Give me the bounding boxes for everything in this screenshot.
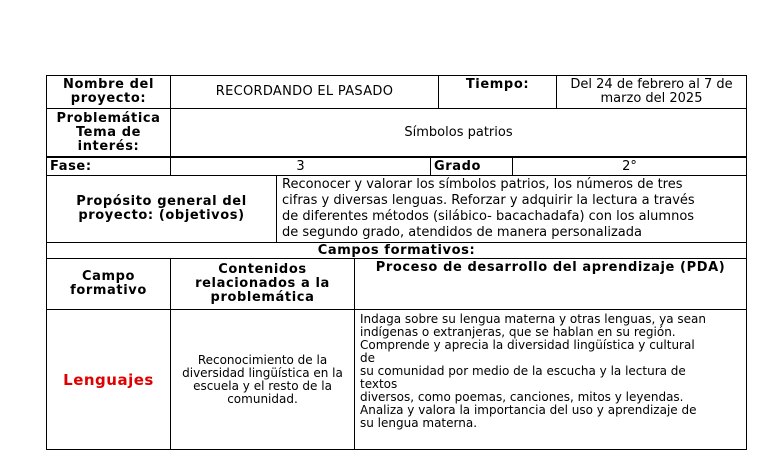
pda-column-header: Proceso de desarrollo del aprendizaje (PDA)	[355, 259, 747, 310]
project-name-value: RECORDANDO EL PASADO	[171, 76, 439, 109]
purpose-row	[47, 176, 747, 243]
pda-text	[355, 310, 747, 450]
purpose-line: de diferentes métodos (silábico- bacachadafa) con los alumnos	[282, 209, 695, 224]
purpose-table	[46, 175, 747, 259]
pda-line: Comprende y aprecia la diversidad lingüística y cultural	[360, 338, 695, 352]
phase-table	[46, 157, 747, 176]
pda-line: Indaga sobre su lengua materna y otras lenguas, ya sean	[360, 312, 706, 326]
campos-table	[46, 258, 747, 450]
phase-value: 3	[171, 158, 431, 176]
pda-line: de	[360, 351, 375, 365]
problem-value: Símbolos patrios	[171, 109, 747, 157]
purpose-line: Reconocer y valorar los símbolos patrios, los números de tres	[282, 177, 683, 192]
phase-row	[47, 158, 747, 176]
time-label: Tiempo:	[439, 76, 557, 109]
pda-line: diversos, como poemas, canciones, mitos y leyendas.	[360, 390, 684, 404]
pda-line: textos	[360, 377, 398, 391]
contenidos-column-header: Contenidos relacionados a la problemática	[171, 259, 355, 310]
pda-line: indígenas o extranjeras, que se hablan en su región.	[360, 325, 676, 339]
time-value: Del 24 de febrero al 7 de marzo del 2025	[557, 76, 747, 109]
columns-header-row	[47, 259, 747, 310]
grade-value: 2°	[513, 158, 747, 176]
problem-row	[47, 109, 747, 157]
campo-row-lenguajes	[47, 310, 747, 450]
grade-label: Grado	[431, 158, 513, 176]
purpose-line: cifras y diversas lenguas. Reforzar y adquirir la lectura a través	[282, 193, 695, 208]
phase-label: Fase:	[47, 158, 171, 176]
campo-column-header: Campo formativo	[47, 259, 171, 310]
campos-header-row	[47, 243, 747, 259]
pda-line: su lengua materna.	[360, 416, 478, 430]
purpose-text	[277, 176, 747, 243]
problem-label: Problemática Tema de interés:	[47, 109, 171, 157]
project-name-label: Nombre del proyecto:	[47, 76, 171, 109]
contenido-text: Reconocimiento de la diversidad lingüística en la escuela y el resto de la comunidad.	[171, 310, 355, 450]
pda-line: su comunidad por medio de la escucha y la lectura de	[360, 364, 686, 378]
project-table	[46, 75, 747, 157]
pda-line: Analiza y valora la importancia del uso y aprendizaje de	[360, 403, 697, 417]
campos-header: Campos formativos:	[47, 243, 747, 259]
project-name-row	[47, 76, 747, 109]
purpose-label: Propósito general del proyecto: (objetivos)	[47, 176, 277, 243]
campo-name: Lenguajes	[47, 310, 171, 450]
purpose-line: de segundo grado, atendidos de manera personalizada	[282, 225, 642, 240]
